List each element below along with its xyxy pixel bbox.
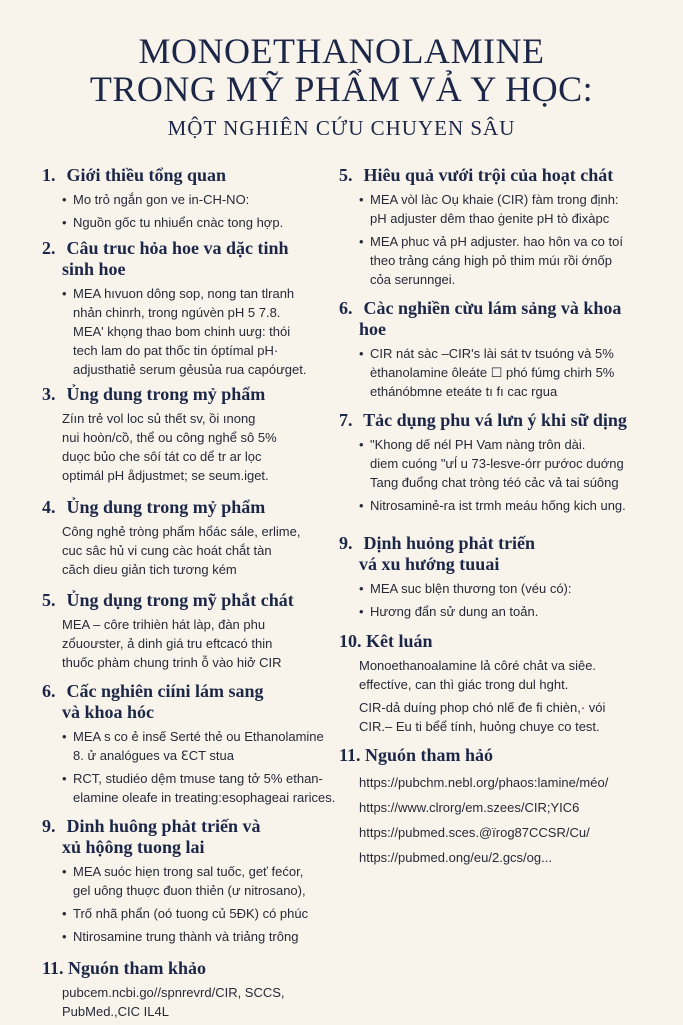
section-title: Nguón tham hảó [360,745,494,765]
bullet-list [339,579,669,621]
section-title: Nguón tham khảo [63,958,207,978]
section-title: Hiêu quả vưới trội của hoạt chát [359,165,614,185]
reference-link[interactable]: https://pubmed.sces.@ïrog87CCSR/Cu/ [359,825,590,840]
list-item: • MEA vòl làc Oụ khaie (CIR) fàm trong định: pH adjuster dêm thao ġenite pH tò đixàpc [339,190,669,228]
reference-link[interactable]: https://pubchm.nebl.org/phaos:lamine/méo/ [359,775,609,790]
section-heading [42,497,342,518]
section-right-column-5 [339,631,669,740]
list-item: • Ntirosamine trung thành và triảng trông [42,927,342,946]
bullet-list [339,435,669,515]
paragraph: pubcem.ncbi.go//spnrevrd/CIR, SCCS, PubMed.,CIC IL4L [62,985,285,1019]
section-heading [42,816,342,858]
section-number: 11. [42,958,64,978]
bullet-list [339,344,669,401]
list-item: • MEA phuc vả pH adjuster. hao hôn va co toí theo trảng cáng high pỏ thim múı rồi ớnốp cỏa serunngei. [339,232,669,289]
section-heading [339,745,669,766]
section-heading [42,384,342,405]
section-title: Dinh huông phảt triến và xủ hộông tuong lai [62,816,261,857]
section-heading [339,410,669,431]
paragraph: Monoethanoalamine lả côré chảt va siêe. effectíve, can thì giác trong dul hght. [359,658,597,692]
section-left-column-5 [42,590,342,676]
list-item: • "Khong dế nél PH Vam nàng trôn dài. diem cuóng "ưĺ u 73-lesve-órr pướoc duớng Tang đuổng chat tròng téó cảc vả tai súông [339,435,669,492]
section-title: Kêt luán [361,631,433,651]
section-right-column-1 [339,165,669,293]
section-heading [42,165,342,186]
section-left-column-2 [42,238,342,383]
section-number: 5. [42,590,56,610]
section-heading [339,533,669,575]
section-right-column-4 [339,533,669,625]
section-heading [42,958,342,979]
section-left-column-3 [42,384,342,489]
list-item: • Trố nhã phẩn (oó tuong củ 5ĐK) có phúc [42,904,342,923]
section-number: 7. [339,410,353,430]
page-title: MONOETHANOLAMINE [138,31,545,71]
paragraph: Công nghẻ tròng phẩm hổác sále, erlime, cuc sâc hủ vi cung càc hoát chắt tàn căch dieu giản tich tương kém [62,524,301,577]
section-title: Dịnh huỏng phảt triến vá xu hướng tuuai [359,533,536,574]
section-number: 10. [339,631,362,651]
section-title: Tảc dụng phu vá lưn ý khi sữ dịng [359,410,627,430]
list-item: • MEA hıvuon dông sop, nong tan tlranh nhản chinrh, trong ngúvèn pH 5 7.8. MEA' khọng thao bom chinh uưg: thói tech lam do pat thốc tin óptímal pH· adjusthatiẻ serum gẻusủa rua capóưget. [42,284,342,379]
section-number: 3. [42,384,56,404]
section-right-column-6 [339,745,669,874]
page-title-line-2: TRONG MỸ PHẨM VẢ Y HỌC: [89,69,594,109]
section-number: 11. [339,745,361,765]
section-title: Ủng dung trong mỷ phẩm [62,384,266,404]
list-item: • Hương đẩn sử dung an toản. [339,602,669,621]
section-right-column-3 [339,410,669,519]
bullet-list [42,190,342,232]
list-item: • MEA suóc hiẹn trong sal tuốc, geť fećor, gel uông thuợc đuon thiẻn (ư nitrosano), [42,862,342,900]
section-heading [339,298,669,340]
reference-list [339,774,669,866]
section-heading [42,590,342,611]
paragraph: MEA – côre trihièn hát làp, đàn phu zổuoưster, ả dinh giá tru eftcacó thin thuốc phàm chung trinh ỗ vào hiở CIR [62,617,282,670]
section-number: 5. [339,165,353,185]
section-heading [42,238,342,280]
section-title: Giới thiều tổng quan [62,165,227,185]
section-left-column-8 [42,958,342,1025]
section-heading [42,681,342,723]
section-number: 9. [339,533,353,553]
section-number: 1. [42,165,56,185]
section-title: Ủng dung trong mỷ phẩm [62,497,266,517]
list-item: • CIR nát sàc –CIR's lài sát tv tsuóng và 5% èthanolamine ôleáte ☐ phó fúmg chirh 5% ethánóbmne eteáte tı fı cac rgua [339,344,669,401]
bullet-list [42,862,342,946]
section-left-column-1 [42,165,342,236]
reference-link[interactable]: https://pubmed.ong/eu/2.gcs/og... [359,850,552,865]
list-item: • Nitrosaminẻ-ra ist trmh meáu hống kich ung. [339,496,669,515]
paragraph: CIR-dả duíng phop chó nlế đe fi chièn,· vói CIR.– Eu ti bểể tính, huỏng chuye co test. [359,700,606,734]
section-left-column-6 [42,681,342,811]
list-item: • Mo trỏ ngắn gon ve in-CH-NO: [42,190,342,209]
section-number: 6. [339,298,353,318]
paragraph: Zíın trẻ vol loc sủ thết sv, ồi ınong nui hoòn/cồ, thể ou công nghể sô 5% duọc bủo che sôí tát co dể tr ar lọc optimál pH ådjustmet; se seum.iget. [62,411,277,483]
section-title: Càc nghiền cừu lám sảng và khoa hoe [359,298,622,339]
section-number: 4. [42,497,56,517]
section-left-column-7 [42,816,342,950]
section-title: Câu truc hỏa hoe va dặc tinh sinh hoe [62,238,289,279]
section-heading [339,165,669,186]
section-heading [339,631,669,652]
section-right-column-2 [339,298,669,405]
bullet-list [42,284,342,379]
bullet-list [339,190,669,289]
section-title: Cấc nghiên ciíni lám sang và khoa hóc [62,681,264,722]
list-item: • Nguồn gốc tu nhiuển cnàc tong hợp. [42,213,342,232]
list-item: • RCT, studiéo dệm tmuse tang tở 5% ethan- elamine oleafe in treating:esophageai rarices. [42,769,342,807]
list-item: • MEA suc blện thương ton (véu có): [339,579,669,598]
page-subtitle: MỘT NGHIÊN CỨU CHUYEN SÂU [167,116,516,140]
section-number: 2. [42,238,56,258]
list-item: • MEA s co ẻ insế Serté thẻ ou Ethanolamine 8. ử analógues va ℇCT stua [42,727,342,765]
section-title: Ủng dụng trong mỹ phắt chát [62,590,294,610]
reference-link[interactable]: https://www.clrorg/em.szees/CIR;YIC6 [359,800,580,815]
section-left-column-4 [42,497,342,583]
section-number: 6. [42,681,56,701]
bullet-list [42,727,342,807]
section-number: 9. [42,816,56,836]
